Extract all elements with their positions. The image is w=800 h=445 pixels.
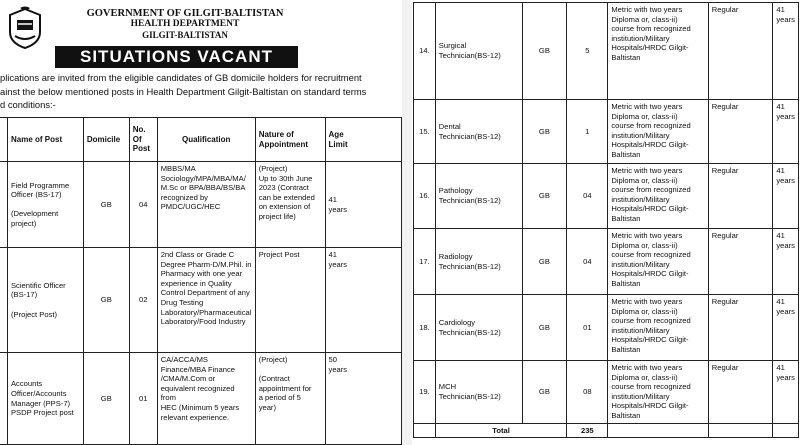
header-qualification: Qualification	[157, 118, 255, 162]
cell-empty	[773, 423, 799, 438]
cell-age: 50 years	[325, 353, 401, 445]
cell-domicile: GB	[522, 164, 567, 229]
cell-empty	[708, 423, 773, 438]
cell-nature: Regular	[708, 229, 773, 295]
cell-nature: (Project) Up to 30th June 2023 (Contract can be extended on extension of project life)	[255, 162, 325, 248]
cell-qualification: 2nd Class or Grade C Degree Pharm-D/M.Phil. in Pharmacy with one year experience in Quality Control Department of any Drug Testing Laboratory/Pharmaceutical Laboratory/Food Industry	[157, 248, 255, 353]
cell-age: 41 years	[773, 100, 799, 164]
cell-post-name: Field Programme Officer (BS-17) (Development project)	[7, 162, 83, 248]
government-emblem-icon	[6, 6, 44, 50]
header-nature-of-appointment: Nature of Appointment	[255, 118, 325, 162]
government-title: GOVERNMENT OF GILGIT-BALTISTAN	[86, 8, 284, 19]
cell-domicile: GB	[522, 3, 567, 100]
cell-qualification: Metric with two years Diploma or, class-ii) course from recognized institution/Military Hospitals/HRDC Gilgit- Baltistan	[608, 100, 708, 164]
cell-nature: Regular	[708, 164, 773, 229]
header-no-of-post: No. Of Post	[129, 118, 157, 162]
right-posts-table	[413, 2, 799, 438]
intro-text: plications are invited from the eligible candidates of GB domicile holders for recruitment ainst the below mentioned posts in Health Department Gilgit-Baltistan on standard terms d conditions:-	[0, 72, 367, 110]
cell-post-name: Surgical Technician(BS-12)	[435, 3, 522, 100]
table-row	[414, 164, 799, 229]
cell-count: 01	[567, 295, 608, 361]
table-row	[0, 353, 402, 445]
region-title: GILGIT-BALTISTAN	[142, 30, 228, 40]
table-row	[414, 361, 799, 424]
cell-domicile: GB	[83, 248, 129, 353]
cell-age: 41 years	[325, 248, 401, 353]
cell-empty	[414, 423, 436, 438]
right-page	[412, 0, 800, 445]
table-row	[414, 100, 799, 164]
cell-qualification: Metric with two years Diploma or, class-ii) course from recognized institution/Military Hospitals/HRDC Gilgit- Baltistan	[608, 3, 708, 100]
cell-count: 08	[567, 361, 608, 424]
cell-sno: 14.	[414, 3, 436, 100]
cell-count: 01	[129, 353, 157, 445]
cell-qualification: Metric with two years Diploma or, class-ii) course from recognized institution/Military Hospitals/HRDC Gilgit- Baltistan	[608, 361, 708, 424]
cell-domicile: GB	[522, 295, 567, 361]
cell-sno: 17.	[414, 229, 436, 295]
cell-sno: 16.	[414, 164, 436, 229]
cell-post-name: MCH Technician(BS-12)	[435, 361, 522, 424]
cell-count: 04	[129, 162, 157, 248]
cell-qualification: Metric with two years Diploma or, class-ii) course from recognized institution/Military Hospitals/HRDC Gilgit- Baltistan	[608, 229, 708, 295]
cell-sno	[0, 353, 7, 445]
total-value: 235	[567, 423, 608, 438]
cell-sno	[0, 162, 7, 248]
cell-post-name: Cardiology Technician(BS-12)	[435, 295, 522, 361]
page-gap	[402, 0, 412, 445]
table-header-row	[0, 118, 402, 162]
header-sno	[0, 118, 7, 162]
cell-age: 41 years	[773, 164, 799, 229]
cell-domicile: GB	[522, 100, 567, 164]
cell-count: 1	[567, 100, 608, 164]
table-row	[0, 248, 402, 353]
cell-sno: 15.	[414, 100, 436, 164]
government-heading	[60, 8, 310, 41]
cell-age: 41 years	[325, 162, 401, 248]
table-row	[414, 295, 799, 361]
cell-qualification: Metric with two years Diploma or, class-ii) course from recognized institution/Military Hospitals/HRDC Gilgit- Baltistan	[608, 295, 708, 361]
header-name-of-post: Name of Post	[7, 118, 83, 162]
cell-age: 41 years	[773, 295, 799, 361]
cell-nature: Regular	[708, 295, 773, 361]
cell-domicile: GB	[522, 229, 567, 295]
total-label: Total	[435, 423, 567, 438]
cell-count: 04	[567, 229, 608, 295]
cell-count: 04	[567, 164, 608, 229]
left-posts-table	[0, 117, 402, 445]
cell-nature: Regular	[708, 361, 773, 424]
table-row	[0, 162, 402, 248]
table-row	[414, 229, 799, 295]
cell-qualification: MBBS/MA Sociology/MPA/MBA/MA/ M.Sc or BPA/BBA/BS/BA recognized by PMDC/UGC/HEC	[157, 162, 255, 248]
department-title: HEALTH DEPARTMENT	[130, 19, 240, 29]
cell-post-name: Accounts Officer/Accounts Manager (PPS-7) PSDP Project post	[7, 353, 83, 445]
cell-sno: 19.	[414, 361, 436, 424]
cell-nature: Regular	[708, 100, 773, 164]
cell-nature: Regular	[708, 3, 773, 100]
header-domicile: Domicile	[83, 118, 129, 162]
table-row	[414, 3, 799, 100]
cell-domicile: GB	[83, 353, 129, 445]
cell-count: 02	[129, 248, 157, 353]
cell-sno: 18.	[414, 295, 436, 361]
situations-vacant-banner: SITUATIONS VACANT	[55, 46, 298, 68]
cell-age: 41 years	[773, 361, 799, 424]
cell-qualification: CA/ACCA/MS Finance/MBA Finance /CMA/M.Com or equivalent recognized from HEC (Minimum 5 years relevant experience.	[157, 353, 255, 445]
cell-nature: (Project) (Contract appointment for a period of 5 year)	[255, 353, 325, 445]
cell-age: 41 years	[773, 229, 799, 295]
cell-post-name: Scientific Officer (BS-17) (Project Post)	[7, 248, 83, 353]
cell-sno	[0, 248, 7, 353]
cell-empty	[608, 423, 708, 438]
cell-post-name: Dental Technician(BS-12)	[435, 100, 522, 164]
cell-domicile: GB	[83, 162, 129, 248]
cell-count: 5	[567, 3, 608, 100]
total-row	[414, 423, 799, 438]
cell-post-name: Pathology Technician(BS-12)	[435, 164, 522, 229]
header-age-limit: Age Limit	[325, 118, 401, 162]
cell-qualification: Metric with two years Diploma or, class-ii) course from recognized institution/Military Hospitals/HRDC Gilgit- Baltistan	[608, 164, 708, 229]
cell-age: 41 years	[773, 3, 799, 100]
cell-post-name: Radiology Technician(BS-12)	[435, 229, 522, 295]
cell-nature: Project Post	[255, 248, 325, 353]
cell-domicile: GB	[522, 361, 567, 424]
